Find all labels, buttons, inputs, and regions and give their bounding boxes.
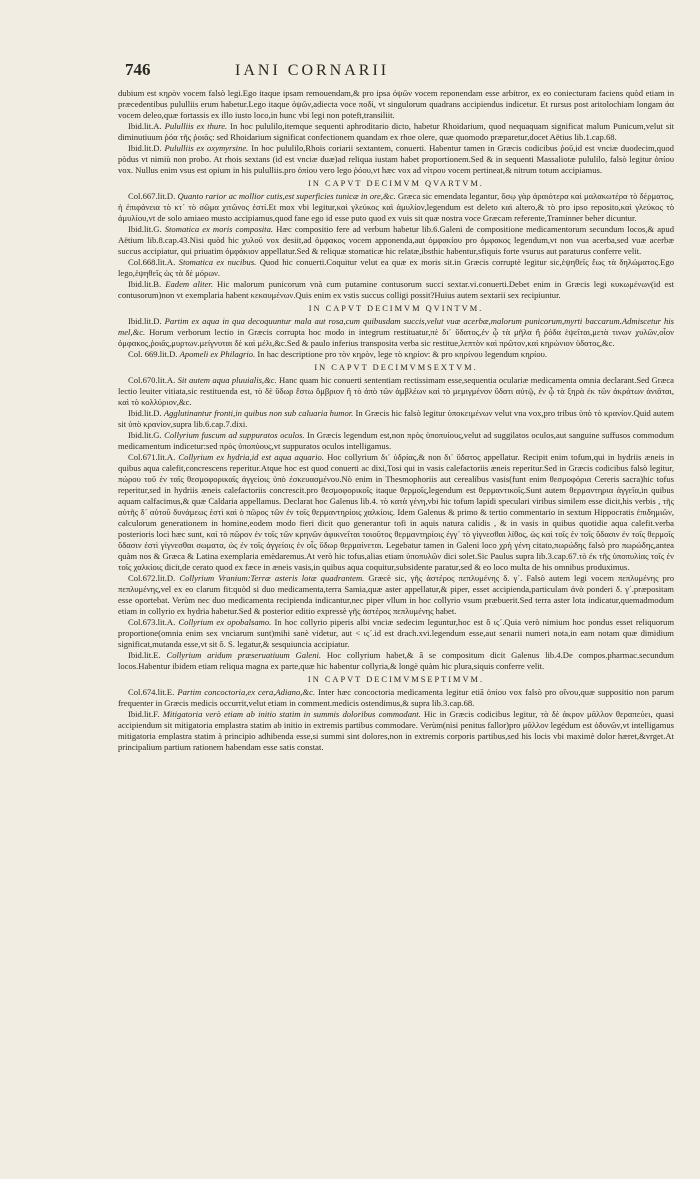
commentary-paragraph [118, 257, 674, 279]
paragraph-text: Hoc collyrium δι´ ὑδρίας,& non δι´ ὕδατος appellatur. Recipit enim tofum,qui in hydriis æneis in quibus aqua calefit,concrescens reperitur.Atque hoc est quod conuerti ac dixi,Tosi qui in vasis calefactoriis æneis reperitur.Sed in Græcis codicibus falsò legitur, πώρου τοῦ ἐν ταῖς θεσμοφορικαῖς ἀγγείοις ὑπὸ ἐσκευασμένου.Nò enim in Thesmophoriis aut cerealibus vasis(funt enim θεσμοφόρια Cereris sacra)hic tofus reperitur,sed in hydriis æneis calefactoriis concrescit.pro θεσμοφορικοῖς itaque θερμοῖς,legendum est θερμαντικοῖς.Sunt autem θερμαντηρια ἀγγεῖα,in quibus aquam calfacimus,& quæ Caldaria appellamus. Declarat hoc Galenus lib.4. τὸ κατὰ γένη,vbi hic tofum lapidi speculari viribus similem esse dicit,his verbis , τῆς αὐτῆς δ´ αὐτοῦ δυνάμεως ἐστὶ καὶ ὁ πῶρος τῶν ἐν τοῖς θερμαντηρίοις χαλκίοις. Idem Galenus & primo & tertio commentario in sextum Hippocratis ἐπιδημιῶν, calculorum generationem in homine,eodem modo fieri dicit quo generantur tofi in aquis natura calidis , & in vasis in quibus quotidie aqua calefit.verba posterioris loci hæc sunt, καὶ τὸ πῶρον ἐν τοῖς τῶν κρηνῶν ἀφικνεῖται τοιοῦτος θερμαντηρίοις ἐγγ´ τὸ γίγνεσθαι λίθος, ὡς καὶ τοῖς ἐν τοῖς ὕδασιν ἐν τοῖς θερμοῖς ὕδασιν ἐστὶ γίγνεσθαι σωματα, ὡς ἐν τοῖς ἀγγείοις ἐν οἷς ὕδωρ θερμαίνεται. Legebatur tamen in Galeni loco χρὴ γένη citato,πωρώδης falsò pro πωρώδης,antea quàm nos & Græca & Latina exemplaria emèdaremus.At verò hic tofus,alias etiam ὑποπυλῶν dici solet.Sic Paulus supra lib.3.cap.67.τὸ ἐκ τῆς ὑποπυλίας τοῖς ἐν τοῖς χαλκίοις dicit,de cerato quod ex fæce in æneis vasis,in quibus aqua coquitur,subsidente paratur,sed & eo loco multa de his omnibus produximus. [118, 452, 674, 572]
chapter-heading: IN CAPVT DECIMVM QVINTVM. [308, 304, 484, 313]
commentary-paragraph [118, 279, 674, 301]
commentary-paragraph [118, 687, 674, 709]
commentary-paragraph [118, 224, 674, 257]
running-head: IANI CORNARII [235, 62, 390, 79]
commentary-paragraph [118, 316, 674, 349]
column-reference: Ibid.lit.D. [128, 408, 162, 418]
column-reference: Ibid.lit.D. [128, 316, 162, 326]
chapter-heading: IN CAPVT DECIMVMSEPTIMVM. [307, 675, 485, 684]
commentary-paragraph [118, 452, 674, 573]
paragraph-text: Quod hic conuerti.Coquitur velut ea quæ ex moris sit.in Græcis corruptè legitur sic,ἑψηθεῖς ἕως τὰ δηλώματος.Ego lego,ἑψηθεῖς ὡς τὰ δὲ μόρων. [118, 257, 674, 278]
lemma-quote: Apomeli ex Philagrio. [179, 349, 256, 359]
column-reference: Col.671.lit.A. [128, 452, 176, 462]
paragraph-text: Hic in Græcis codicibus legitur, τὰ δὲ ἀκρον μᾶλλον θεραπεύει, quasi accipiendum sit mitigatoria emplastra statim ab initio in extremis partibus commodare. Verùm(nisi penitus fallor)pro μᾶλλον legédum est ὀδυνῶν,vt intelligamus mitigatoria emplastra statim à principio adhibenda esse,si summi sint dolores,non in extremis corporis partibus,sed his locis vbi maximè dolor hæret,&vrget.At principalium partium rationem habendam esse satis constat. [118, 709, 674, 752]
column-reference: Col.670.lit.A. [128, 375, 176, 385]
lemma-quote: Agglutinantur fronti,in quibus non sub caluaria humor. [163, 408, 354, 418]
paragraph-text: Inter hæc concoctoria medicamenta legitur etiā ὀπίου vox falsò pro οἴνου,quæ suppositio non parum frequenter in Græcis medicis occurrit,velut etiam in comment.medicis ostendimus,& supra lib.3.cap.68. [118, 687, 674, 708]
column-reference: Ibid.lit.A. [128, 121, 162, 131]
paragraph-text: Hanc quam hic conuerti sententiam rectissimam esse,sequentia oculariæ medicamenta omnia declarant.Sed Græca lectio leuiter vitiata,sic restituenda est, τὸ δὲ ὕδωρ ἔστω ὄμβριον ἢ τὸ ἀπὸ τῶν ἀμβλέων καὶ τὸ μεμιγμένον ὕδατι αὐτῷ, ἐν ᾧ τὰ ξηρὰ ἐκ τῶν ἀκράτων ἀνιᾶται, καὶ τὸ κολλύριον,&c. [118, 375, 674, 407]
lemma-quote: Stomatica ex moris composita. [164, 224, 274, 234]
paragraph-text: In Græcis hic falsò legitur ὑποκειμένων velut vna vox,pro tribus ὑπὸ τὸ κρανίον.Quid autem sit ὑπὸ κρανίον,supra lib.6.cap.7.dixi. [118, 408, 674, 429]
column-reference: Ibid.lit.F. [128, 709, 160, 719]
lemma-quote: Sit autem aqua pluuialis,&c. [177, 375, 277, 385]
column-reference: Ibid.lit.B. [128, 279, 162, 289]
lemma-quote: Pululliis ex thure. [164, 121, 228, 131]
page-number: 746 [125, 60, 151, 79]
commentary-paragraph [118, 617, 674, 650]
lemma-quote: Stomatica ex nucibus. [178, 257, 257, 267]
column-reference: Ibid.lit.D. [128, 143, 162, 153]
commentary-paragraph [118, 121, 674, 143]
column-reference: Ibid.lit.E. [128, 650, 161, 660]
column-reference: Ibid.lit.G. [128, 430, 162, 440]
paragraph-text: Hæc compositio fere ad verbum habetur lib.6.Galeni de compositione medicamentorum secundum locos,& apud Aëtium lib.8.cap.43.Nisi quòd hic χυλοῦ vox desiit,ad ὀμφακος vocem apponenda,aut ὀμφακίου pro ὀμφακος legendum,vt non vua acerba,sed vuæ acerbæ succus accipiatur, qui priuatim ὀμφάκιον appellatur.Sed & reliquæ stomaticæ hic relatæ,ibsthic habentur,sfiquis forte vsurus aut paraturus conferre velit. [118, 224, 674, 256]
commentary-paragraph [118, 709, 674, 753]
lemma-quote: Eadem aliter. [165, 279, 213, 289]
commentary-paragraph [118, 143, 674, 176]
lemma-quote: Collyrium ex opobalsamo. [178, 617, 272, 627]
paragraph-text: In hoc collyrio piperis albi vnciæ sedecim leguntur,hoc est ὄ ις´.Quia verò nimium hoc pondus esset reliquorum proportione(omnia enim sex vnciarum sunt)mihi sanè videtur, aut < ις´.id est drach.xvi.legendum esse,aut senarii numeri nota,in eam notam quæ dimidium significat,mutanda esse,vt sit ὄ. S. legatur,& sesquiuncia accipiatur. [118, 617, 674, 649]
paragraph-text: In Græcis legendum est,non πρὸς ὑποπυίους,velut ad suggilatos oculos,aut sanguine suffusos commodum medicamentum indicetur:sed πρὸς ὑποπύους,vt suppuratos oculos intelligamus. [118, 430, 674, 451]
paragraph-text: In hoc pululilo,Rhois coriarii sextantem, conuerti. Habentur tamen in Græcis codicibus ῥοῦ,id est vnciæ duodecim,quod pòdus vt nimiù non probo. At rhois sextans (id est vnciæ duæ)ad reliqua iustam habet proportionem.Sed & in sequenti Massaliotæ pululilo, falsò legitur ὀπίου vox. Nullus enim vsus est opium in his pululliis.pro ὀπίου vero lego ῥόου,vt hæc vox ad νίτρου vocem pertineat,& nitrum totum accipiamus. [118, 143, 674, 175]
column-reference: Ibid.lit.G. [128, 224, 162, 234]
column-reference: Col.672.lit.D. [128, 573, 176, 583]
paragraph-text: Hoc collyrium habet,& â se compositum dicit Galenus lib.4.De compos.pharmac.secundum locos.Habentur ibidem etiam reliqua magna ex parte,quæ hic habentur collyria,& longè quàm hic plura,siquis conferre velit. [118, 650, 674, 671]
column-reference: Col.667.lit.D. [128, 191, 176, 201]
lemma-quote: Collyrium ex hydria,id est aqua aquario. [178, 452, 324, 462]
paragraph-text: dubium est κηρὸν vocem falsò legi.Ego itaque ipsam remouendam,& pro ipsa ὀψῶν vocem reponendam esse arbitror, ex eo coniecturam faciens quòd etiam in præcedentibus pululliis erum habetur.Lego itaque ὀψῶν,adiecta voce ποδί, vt singulorum quadrans accipiendus indicetur. Et rursus post aritolochiam longam ἀα vocem deleo,quæ fortassis ex illo iusto loco,in hunc vbi legi non poteft,transiliit. [118, 88, 674, 120]
chapter-heading: IN CAPVT DECIMVM QVARTVM. [308, 179, 484, 188]
commentary-paragraph [118, 430, 674, 452]
paragraph-text: Hic malorum punicorum vnà cum putamine contusorum succi sextar.vi.conuerti.Debet enim in Græcis legi κυκωμένων(id est contusorum)non vt exemplaria habent κεκαυμένων.Quis enim ex vstis succus colligi possit?Huius autem sextarii sex recipiuntur. [118, 279, 674, 300]
lemma-quote: Partim ex aqua in qua decoquuntur mala aut rosa,cum quibusdam succis,velut vuæ acerbæ,malorum punicorum,myrti baccarum.Admiscetur his mel,&c. [118, 316, 674, 337]
column-reference: Col.674.lit.E. [128, 687, 175, 697]
lemma-quote: Pululliis ex oxymyrsine. [164, 143, 249, 153]
commentary-paragraph [118, 573, 674, 617]
paragraph-text: Horum verborum lectio in Græcis corrupta hoc modo in integrum restituatur,πὲ δι´ ὕδατος,ἐν ᾧ τὰ μῆλα ἢ ῥόδα ἑψεῖται,μετὰ τινων χυλῶν,οἷον ὀμφακος,ῥοιᾶς,μυρτων.μείγνυται δὲ καὶ μέλι,&c.Sed & paulo inferius transposita verba sic restitue,λεπτὸν καὶ πρῶτον,καὶ κηρώνιον ὑδατος,&c. [118, 327, 674, 348]
commentary-paragraph [118, 408, 674, 430]
column-reference: Col. 669.lit.D. [128, 349, 178, 359]
column-reference: Col.673.lit.A. [128, 617, 176, 627]
page-header [125, 60, 670, 84]
lemma-quote: Collyrium Vranium:Terræ asteris lotæ quadrantem. [179, 573, 365, 583]
commentary-paragraph [118, 650, 674, 672]
lemma-quote: Mitigatoria verò etiam ab initio statim in summis doloribus commodant. [162, 709, 421, 719]
column-reference: Col.668.lit.A. [128, 257, 176, 267]
lemma-quote: Partim concoctoria,ex cera,Adiano,&c. [177, 687, 316, 697]
lemma-quote: Collyrium aridum præseruatiuum Galeni. [166, 650, 322, 660]
paragraph-text: Græca sic emendata legantur, ὅσῳ γὰρ ἀραιότερα καὶ μαλακωτέρα τὸ δέρματος, ἡ ἐπιφάνεια τὸ κτ´ τὸ σῶμα χιτῶνος ἐστί.Et mox vbi legitur,καὶ γλεύκος καὶ ἀμυλίον,legendum est deleto καὶ altero,& τὸ pro ipso reposito,καὶ γλεύκος τὸ ἀμυλίου,vt de solo amiaeo musto accipiamus,quod fane ego id esse puto quod ex vuis sit quæ nostra voce Græcam referente,Traminner beher dicuntur. [118, 191, 674, 223]
chapter-heading: IN CAPVT DECIMVMSEXTVM. [314, 363, 478, 372]
lemma-quote: Collyrium fuscum ad suppuratos oculos. [164, 430, 305, 440]
paragraph-text: In hac descriptione pro τὸν κηρὸν, lege τὸ κηρίον: & pro κηρίνου legendum κηρίου. [257, 349, 548, 359]
commentary-paragraph [118, 191, 674, 224]
paragraph-text: Græcè sic, γῆς ἀστέρος πεπλυμένης δ. γ´. Falsò autem legi vocem πεπλυμένης pro πεπλυμένης,vel ex eo clarum fit:quòd si duo medicamenta,terra Samia,quæ aster appellatur,& piper, esset accipienda,particulam ἀνὰ ponderi δ. γ´.præpositam esse oportebat. Verùm nec duo medicamenta recipienda indicantur,nec piper vllum in hoc collyrio vsum præbuerit.Sed terra aster lota indicatur,quemadmodum etiam in collyrio ex hydria habetur.Sed & posterior editio expressè γῆς ἀστέρος πεπλυμένης habet. [118, 573, 674, 616]
commentary-paragraph [118, 88, 674, 121]
lemma-quote: Quanto rarior ac mollior cutis,est superficies tunicæ in ore,&c. [177, 191, 396, 201]
commentary-paragraph [118, 375, 674, 408]
commentary-paragraph [118, 349, 674, 360]
paragraph-text: In hoc pululilo,itemque sequenti aphroditario dicto, habetur Rhoidarium, quod nequaquam significat malum Punicum,velut sit diminutiuum ῥόα τῆς ῥοιᾶς: sed Rhoidarium significat confectionem quandam ex rhoe olere, quæ quomodo præparetur,docet Aëtius lib.1.cap.68. [118, 121, 674, 142]
page-body [118, 88, 674, 1169]
